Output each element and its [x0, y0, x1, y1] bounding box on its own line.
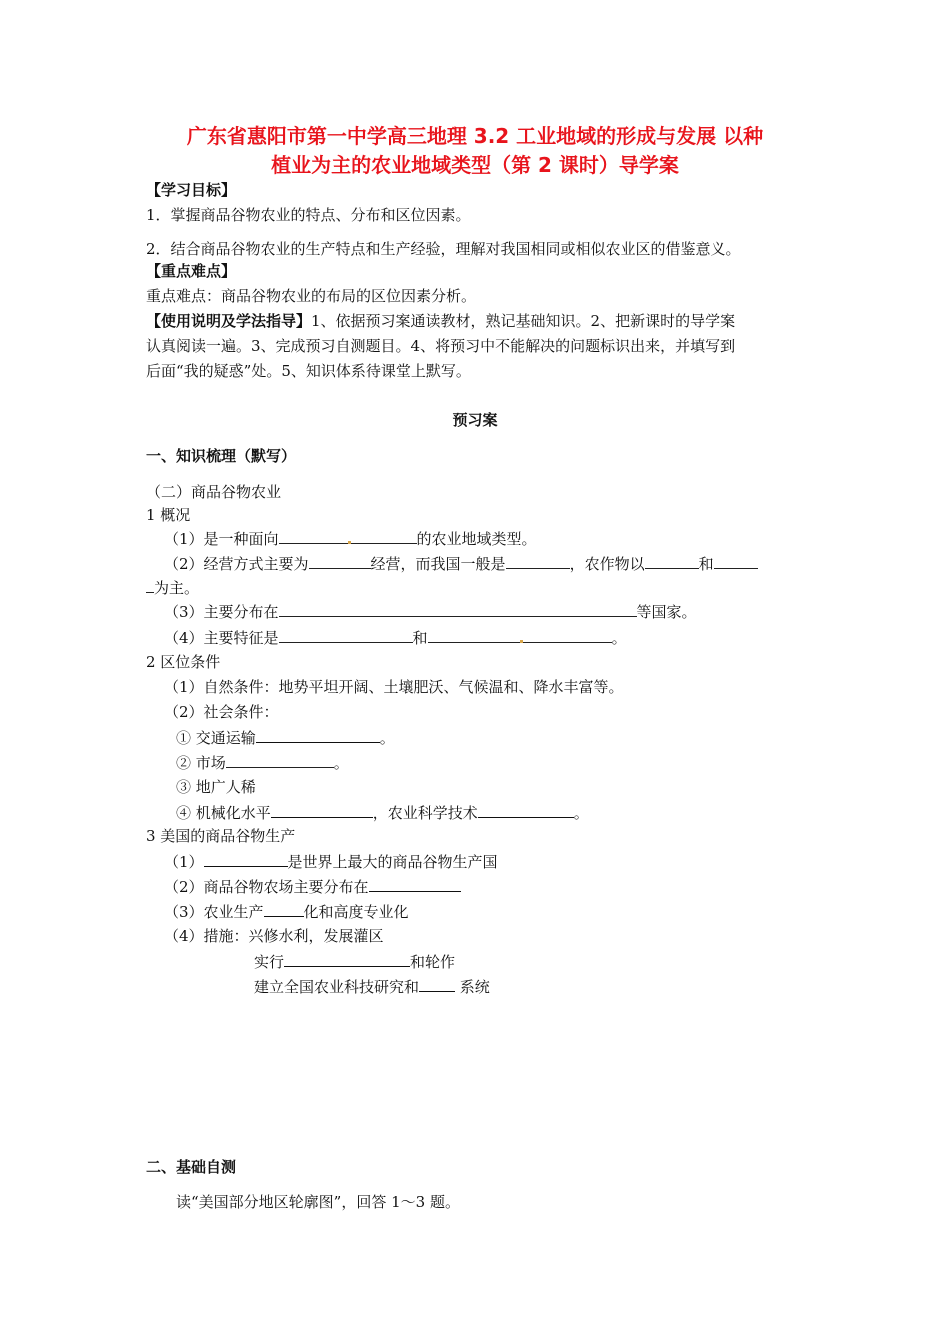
- overview-q3: （3）主要分布在 等国家。: [164, 603, 697, 621]
- social-item-2: ② 市场 。: [176, 754, 349, 772]
- objective-item-1: 1．掌握商品谷物农业的特点、分布和区位因素。: [146, 206, 471, 224]
- answer-blank[interactable]: [284, 951, 410, 967]
- social-item-1: ① 交通运输 。: [176, 729, 395, 747]
- answer-blank[interactable]: [271, 802, 373, 818]
- document-title-line-1: 广东省惠阳市第一中学高三地理 3.2 工业地域的形成与发展 以种: [186, 124, 764, 148]
- answer-blank[interactable]: [279, 601, 637, 617]
- answer-blank[interactable]: [256, 727, 380, 743]
- answer-blank[interactable]: [264, 901, 304, 917]
- answer-blank[interactable]: [645, 553, 699, 569]
- part1-heading: 一、知识梳理（默写）: [146, 447, 297, 465]
- social-item-3: ③ 地广人稀: [176, 778, 256, 796]
- usa-item-4-b: 实行 和轮作: [254, 953, 456, 971]
- location-natural: （1）自然条件：地势平坦开阔、土壤肥沃、气候温和、降水丰富等。: [164, 678, 624, 696]
- location-heading: 2 区位条件: [146, 653, 221, 671]
- key-points-text: 重点难点：商品谷物农业的布局的区位因素分析。: [146, 287, 477, 305]
- answer-blank[interactable]: [146, 577, 154, 593]
- usa-item-2: （2）商品谷物农场主要分布在: [164, 876, 461, 897]
- overview-q4: （4）主要特征是 和 。: [164, 629, 627, 647]
- usage-heading: 【使用说明及学法指导】: [146, 312, 312, 330]
- usage-line-1: [146, 311, 735, 331]
- overview-q2-continued: 为主。: [146, 577, 199, 598]
- answer-blank[interactable]: [428, 627, 612, 643]
- overview-q2: （2）经营方式主要为 经营，而我国一般是 ，农作物以 和: [164, 553, 758, 574]
- section-title: 预习案: [452, 411, 498, 429]
- answer-blank[interactable]: [279, 528, 417, 544]
- answer-blank[interactable]: [204, 851, 288, 867]
- overview-q1: （1）是一种面向 的农业地域类型。: [164, 530, 537, 548]
- location-social: （2）社会条件：: [164, 703, 279, 721]
- overview-heading: 1 概况: [146, 506, 191, 524]
- social-item-4: ④ 机械化水平 ，农业科学技术 。: [176, 804, 589, 822]
- answer-blank[interactable]: [506, 553, 570, 569]
- usa-item-4-c: 建立全国农业科技研究和 系统: [254, 978, 490, 996]
- answer-blank[interactable]: [369, 876, 461, 892]
- key-points-heading: 【重点难点】: [146, 262, 237, 280]
- part1-subheading: （二）商品谷物农业: [146, 483, 282, 501]
- answer-blank[interactable]: [226, 752, 334, 768]
- document-title-line-2: 植业为主的农业地域类型（第 2 课时）导学案: [271, 153, 679, 177]
- answer-blank[interactable]: [419, 976, 455, 992]
- answer-blank[interactable]: [478, 802, 574, 818]
- part2-intro: 读“美国部分地区轮廓图”，回答 1～3 题。: [176, 1193, 460, 1211]
- usa-item-3: （3）农业生产 化和高度专业化: [164, 903, 409, 921]
- objectives-heading: 【学习目标】: [146, 181, 237, 199]
- answer-blank[interactable]: [309, 553, 371, 569]
- usage-line-3: 后面“我的疑惑”处。5、知识体系待课堂上默写。: [146, 362, 471, 380]
- objective-item-2: 2．结合商品谷物农业的生产特点和生产经验，理解对我国相同或相似农业区的借鉴意义。: [146, 240, 741, 258]
- answer-blank[interactable]: [279, 627, 413, 643]
- usage-line-2: 认真阅读一遍。3、完成预习自测题目。4、将预习中不能解决的问题标识出来，并填写到: [146, 337, 736, 355]
- usage-line-1-text: 1、依据预习案通读教材，熟记基础知识。2、把新课时的导学案: [311, 312, 736, 330]
- usa-item-4: （4）措施：兴修水利，发展灌区: [164, 927, 384, 945]
- answer-blank[interactable]: [714, 553, 758, 569]
- part2-heading: 二、基础自测: [146, 1158, 237, 1176]
- usa-item-1: （1） 是世界上最大的商品谷物生产国: [164, 853, 498, 871]
- usa-heading: 3 美国的商品谷物生产: [146, 827, 296, 845]
